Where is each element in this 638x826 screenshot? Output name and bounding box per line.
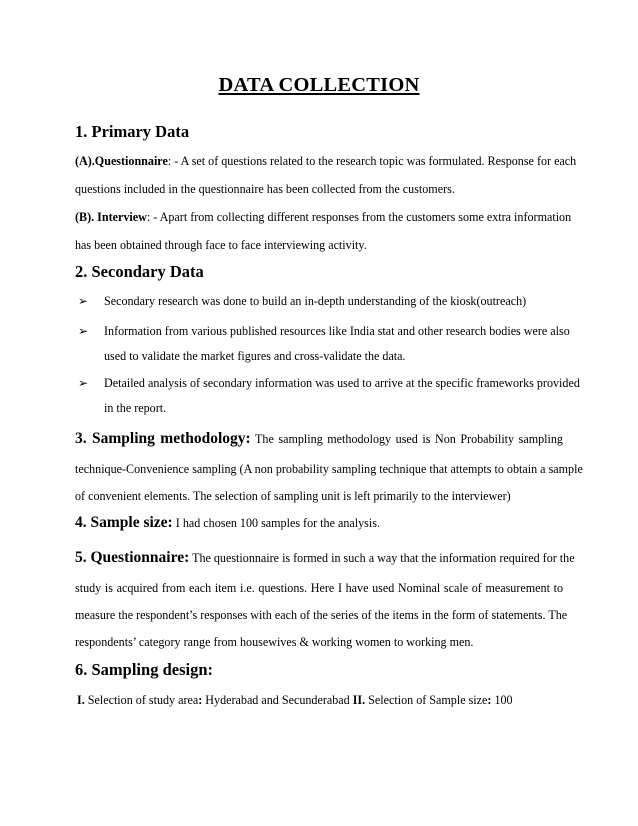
section-4-heading: 4. Sample size: bbox=[75, 514, 173, 531]
secondary-bullet-2-line-2: used to validate the market figures and cross-validate the data. bbox=[104, 349, 406, 363]
section-5-heading: 5. Questionnaire: bbox=[75, 549, 190, 566]
study-area-colon: : bbox=[198, 693, 203, 707]
section-1-heading: 1. Primary Data bbox=[75, 122, 190, 141]
sample-size-value: 100 bbox=[491, 693, 513, 707]
arrow-bullet-icon: ➢ bbox=[78, 324, 89, 338]
section-5-line-1 bbox=[75, 548, 575, 568]
interview-text-1: : - Apart from collecting different responses from the customers some extra information bbox=[146, 210, 572, 224]
section-6-heading: 6. Sampling design: bbox=[75, 660, 213, 679]
secondary-bullet-1: Secondary research was done to build an in-depth understanding of the kiosk(outreach) bbox=[104, 294, 527, 308]
study-area-text: Selection of study area bbox=[84, 693, 199, 707]
questionnaire-line-1 bbox=[75, 153, 577, 169]
section-3-heading: 3. Sampling methodology: bbox=[75, 430, 251, 447]
interview-line-1 bbox=[75, 209, 572, 225]
section-3-text-1: The sampling methodology used is Non Probability sampling bbox=[255, 432, 563, 446]
section-5-text-1: The questionnaire is formed in such a way that the information required for the bbox=[192, 551, 575, 565]
sample-size-label: II. bbox=[352, 693, 366, 707]
arrow-bullet-icon: ➢ bbox=[78, 376, 89, 390]
section-2-heading: 2. Secondary Data bbox=[75, 262, 204, 281]
section-5-line-2: study is acquired from each item i.e. questions. Here I have used Nominal scale of measurement to bbox=[75, 581, 563, 595]
secondary-bullet-3-line-1: Detailed analysis of secondary information was used to arrive at the specific frameworks provided bbox=[104, 376, 580, 390]
secondary-bullet-2-line-1: Information from various published resources like India stat and other research bodies were also bbox=[104, 324, 570, 338]
section-4-line bbox=[75, 513, 563, 533]
sample-size-text: Selection of Sample size bbox=[365, 693, 488, 707]
section-5-line-4: respondents’ category range from housewives & working women to working men. bbox=[75, 635, 474, 649]
section-4-text: I had chosen 100 samples for the analysis. bbox=[175, 516, 380, 530]
interview-line-2: has been obtained through face to face interviewing activity. bbox=[75, 238, 367, 252]
study-area-label: I. bbox=[77, 693, 85, 707]
section-3-line-3: of convenient elements. The selection of sampling unit is left primarily to the interviewer) bbox=[75, 489, 511, 503]
page-title: DATA COLLECTION bbox=[218, 74, 420, 96]
section-5-line-3: measure the respondent’s responses with each of the series of the items in the form of statements. The bbox=[75, 608, 568, 622]
questionnaire-label: (A).Questionnaire bbox=[75, 154, 168, 168]
arrow-bullet-icon: ➢ bbox=[78, 294, 89, 308]
sample-size-colon: : bbox=[487, 693, 492, 707]
study-area-value: Hyderabad and Secunderabad bbox=[202, 693, 353, 707]
questionnaire-text-1: : - A set of questions related to the research topic was formulated. Response for each bbox=[167, 154, 577, 168]
questionnaire-line-2: questions included in the questionnaire has been collected from the customers. bbox=[75, 182, 455, 196]
section-3-line-2: technique-Convenience sampling (A non probability sampling technique that attempts to obtain a sample bbox=[75, 462, 583, 476]
interview-label: (B). Interview bbox=[75, 210, 147, 224]
sampling-design-line bbox=[77, 692, 565, 708]
section-3-line-1 bbox=[75, 429, 563, 449]
secondary-bullet-3-line-2: in the report. bbox=[104, 401, 167, 415]
